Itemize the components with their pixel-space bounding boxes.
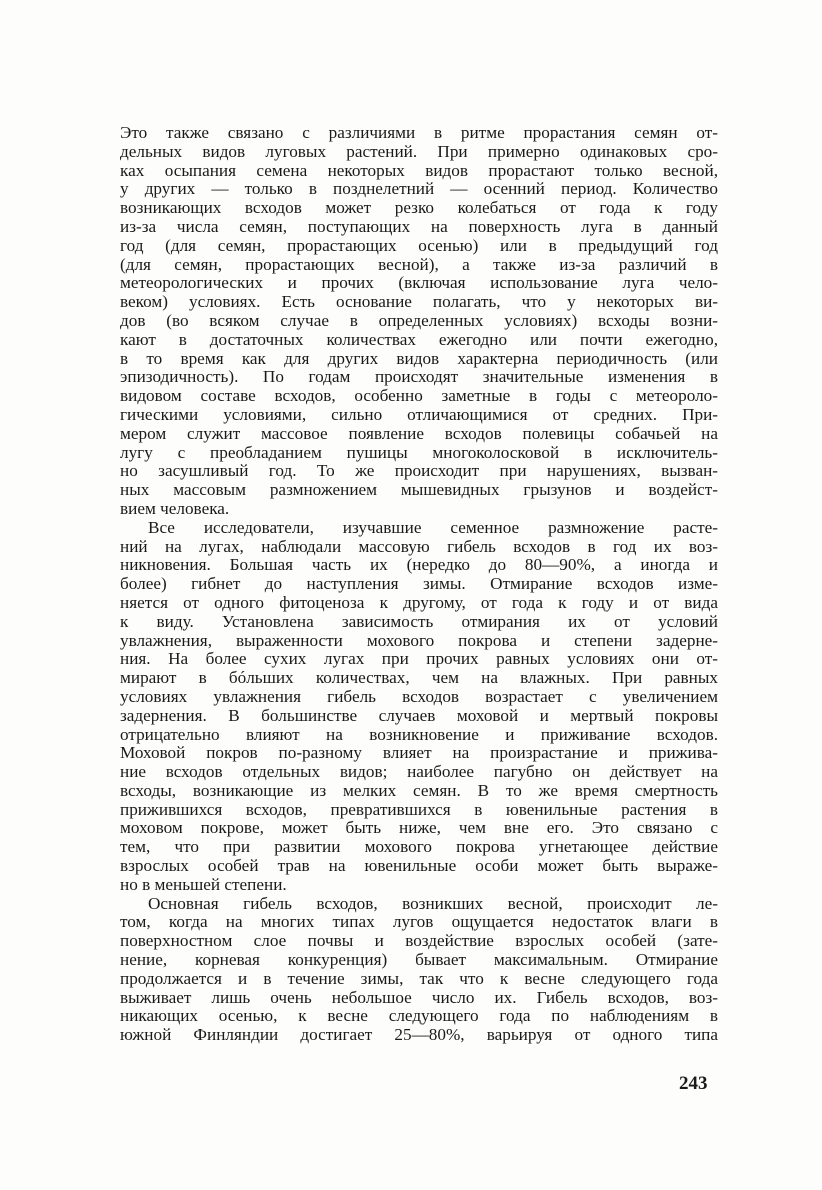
text-line: няется от одного фитоценоза к другому, от года к году и от вида xyxy=(120,593,718,612)
text-line: условиях увлажнения гибель всходов возрастает с увеличением xyxy=(120,687,718,706)
text-line: вием человека. xyxy=(120,499,230,518)
paragraph-3 xyxy=(120,895,718,1045)
text-line: (для семян, прорастающих весной), а также из-за различий в xyxy=(120,255,718,274)
text-line: в то время как для других видов характерна периодичность (или xyxy=(120,349,718,368)
text-line: к виду. Установлена зависимость отмирания их от условий xyxy=(120,612,718,631)
text-line: Моховой покров по-разному влияет на произрастание и прижива- xyxy=(120,744,718,763)
text-line: видовом составе всходов, особенно заметные в годы с метеороло- xyxy=(120,387,718,406)
text-line: эпизодичность). По годам происходят значительные изменения в xyxy=(120,368,718,387)
text-line: никающих осенью, к весне следующего года по наблюдениям в xyxy=(120,1007,718,1026)
text-line: лугу с преобладанием пушицы многоколосковой в исключитель- xyxy=(120,443,718,462)
text-line: ния. На более сухих лугах при прочих равных условиях они от- xyxy=(120,650,718,669)
text-line: поверхностном слое почвы и воздействие взрослых особей (зате- xyxy=(120,932,718,951)
body-text xyxy=(120,124,718,1045)
text-line: год (для семян, прорастающих осенью) или в предыдущий год xyxy=(120,236,718,255)
text-line: веком) условиях. Есть основание полагать, что у некоторых ви- xyxy=(120,293,718,312)
text-line: дельных видов луговых растений. При примерно одинаковых сро- xyxy=(120,142,718,161)
text-line: нение, корневая конкуренция) бывает максимальным. Отмирание xyxy=(120,951,718,970)
text-line: том, когда на многих типах лугов ощущается недостаток влаги в xyxy=(120,913,718,932)
text-line: из-за числа семян, поступающих на поверхность луга в данный xyxy=(120,217,718,236)
text-line: более) гибнет до наступления зимы. Отмирание всходов изме- xyxy=(120,575,718,594)
text-line: но в меньшей степени. xyxy=(120,875,287,894)
text-line: гическими условиями, сильно отличающимися от средних. При- xyxy=(120,405,718,424)
paragraph-2 xyxy=(120,519,718,895)
text-line: тем, что при развитии мохового покрова угнетающее действие xyxy=(120,838,718,857)
text-line: ных массовым размножением мышевидных грызунов и воздейст- xyxy=(120,481,718,500)
text-line: кают в достаточных количествах ежегодно или почти ежегодно, xyxy=(120,330,718,349)
text-line: прижившихся всходов, превратившихся в ювенильные растения в xyxy=(120,800,718,819)
text-line: взрослых особей трав на ювенильные особи может быть выраже- xyxy=(120,857,718,876)
text-line: ний на лугах, наблюдали массовую гибель всходов в год их воз- xyxy=(120,537,718,556)
text-line: возникающих всходов может резко колебаться от года к году xyxy=(120,199,718,218)
text-line: Основная гибель всходов, возникших весной, происходит ле- xyxy=(148,894,718,913)
text-line: дов (во всяком случае в определенных условиях) всходы возни- xyxy=(120,311,718,330)
text-line: но засушливый год. То же происходит при нарушениях, вызван- xyxy=(120,462,718,481)
text-line: моховом покрове, может быть ниже, чем вне его. Это связано с xyxy=(120,819,718,838)
text-line: Все исследователи, изучавшие семенное размножение расте- xyxy=(148,518,718,537)
text-line: ках осыпания семена некоторых видов прорастают только весной, xyxy=(120,161,718,180)
text-line: продолжается и в течение зимы, так что к весне следующего года xyxy=(120,969,718,988)
text-line: никновения. Большая часть их (нередко до 80—90%, а иногда и xyxy=(120,556,718,575)
text-line: у других — только в позднелетний — осенний период. Количество xyxy=(120,180,718,199)
text-line: отрицательно влияют на возникновение и приживание всходов. xyxy=(120,725,718,744)
text-line: южной Финляндии достигает 25—80%, варьируя от одного типа xyxy=(120,1026,718,1045)
text-line: всходы, возникающие из мелких семян. В то же время смертность xyxy=(120,781,718,800)
text-line: задернения. В большинстве случаев моховой и мертвый покровы xyxy=(120,706,718,725)
text-line: мером служит массовое появление всходов полевицы собачьей на xyxy=(120,424,718,443)
text-line: Это также связано с различиями в ритме прорастания семян от- xyxy=(120,124,718,142)
text-line: выживает лишь очень небольшое число их. Гибель всходов, воз- xyxy=(120,988,718,1007)
text-line: увлажнения, выраженности мохового покрова и степени задерне- xyxy=(120,631,718,650)
text-line: мирают в бóльших количествах, чем на влажных. При равных xyxy=(120,669,718,688)
paragraph-1 xyxy=(120,124,718,519)
text-line: ние всходов отдельных видов; наиболее пагубно он действует на xyxy=(120,763,718,782)
page-number: 243 xyxy=(679,1073,708,1094)
text-line: метеорологических и прочих (включая использование луга чело- xyxy=(120,274,718,293)
